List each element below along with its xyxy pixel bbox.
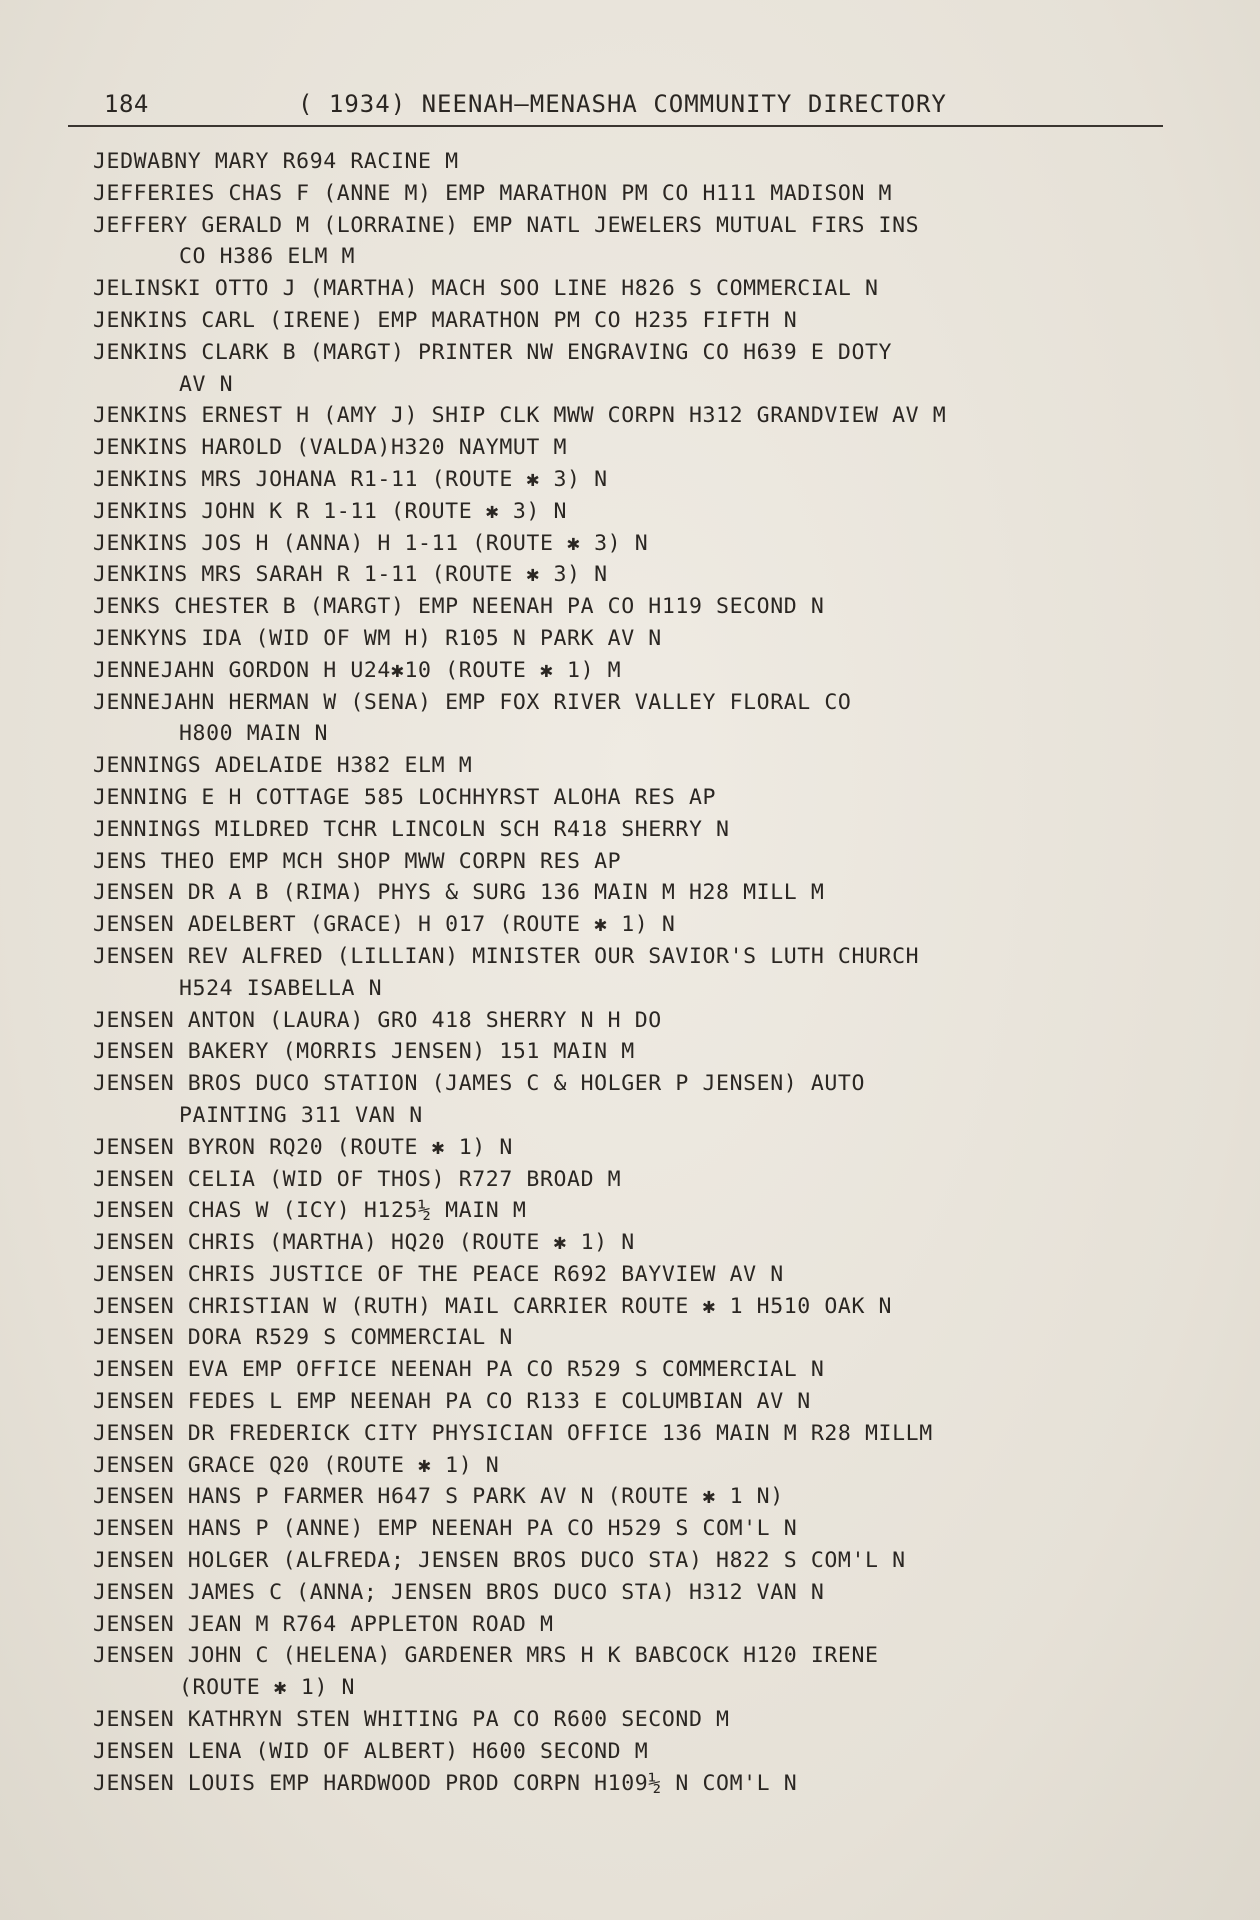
directory-entry: JENSEN BROS DUCO STATION (JAMES C & HOLGER P JENSEN) AUTO PAINTING 311 VAN N [93, 1071, 866, 1128]
directory-entry: JENNEJAHN GORDON H U24✱10 (ROUTE ✱ 1) M [93, 657, 622, 683]
directory-entry-list [93, 146, 1173, 1799]
page-header [68, 86, 1163, 126]
directory-entry: JENSEN CHRIS JUSTICE OF THE PEACE R692 BAYVIEW AV N [93, 1261, 784, 1287]
directory-entry: JENKINS JOHN K R 1-11 (ROUTE ✱ 3) N [93, 498, 568, 524]
directory-entry: JENKS CHESTER B (MARGT) EMP NEENAH PA CO H119 SECOND N [93, 594, 825, 620]
directory-entry: JENNINGS MILDRED TCHR LINCOLN SCH R418 SHERRY N [93, 816, 730, 842]
directory-entry: JENNINGS ADELAIDE H382 ELM M [93, 753, 473, 779]
directory-entry: JENSEN JEAN M R764 APPLETON ROAD M [93, 1611, 554, 1637]
directory-entry: JENSEN CHRIS (MARTHA) HQ20 (ROUTE ✱ 1) N [93, 1230, 635, 1256]
directory-entry: JENKINS CARL (IRENE) EMP MARATHON PM CO H235 FIFTH N [93, 307, 798, 333]
directory-entry: JEDWABNY MARY R694 RACINE M [93, 149, 459, 174]
directory-entry: JENSEN BAKERY (MORRIS JENSEN) 151 MAIN M [93, 1039, 635, 1065]
directory-entry: JENSEN DR A B (RIMA) PHYS & SURG 136 MAIN M H28 MILL M [93, 880, 825, 906]
running-title: ( 1934) NEENAH—MENASHA COMMUNITY DIRECTORY [298, 90, 947, 118]
directory-entry: JENKINS MRS JOHANA R1-11 (ROUTE ✱ 3) N [93, 466, 608, 492]
directory-entry: JENKINS HAROLD (VALDA)H320 NAYMUT M [93, 435, 568, 461]
directory-entry: JENSEN ANTON (LAURA) GRO 418 SHERRY N H DO [93, 1007, 662, 1033]
directory-entry: JENSEN KATHRYN STEN WHITING PA CO R600 SECOND M [93, 1707, 730, 1733]
directory-entry: JENSEN HANS P (ANNE) EMP NEENAH PA CO H529 S COM'L N [93, 1516, 798, 1542]
directory-entry: JENKINS CLARK B (MARGT) PRINTER NW ENGRAVING CO H639 E DOTY AV N [93, 339, 893, 397]
directory-entry: JENSEN LENA (WID OF ALBERT) H600 SECOND M [93, 1738, 649, 1764]
directory-entry: JENSEN ADELBERT (GRACE) H 017 (ROUTE ✱ 1) N [93, 912, 676, 938]
directory-entry: JENSEN FEDES L EMP NEENAH PA CO R133 E COLUMBIAN AV N [93, 1389, 811, 1415]
directory-entry: JEFFERY GERALD M (LORRAINE) EMP NATL JEWELERS MUTUAL FIRS INS CO H386 ELM M [93, 212, 920, 270]
directory-entry: JENSEN CELIA (WID OF THOS) R727 BROAD M [93, 1166, 622, 1192]
directory-entry: JENSEN EVA EMP OFFICE NEENAH PA CO R529 S COMMERCIAL N [93, 1357, 825, 1383]
directory-entry: JENKINS MRS SARAH R 1-11 (ROUTE ✱ 3) N [93, 562, 608, 588]
directory-entry: JEFFERIES CHAS F (ANNE M) EMP MARATHON PM CO H111 MADISON M [93, 180, 893, 206]
directory-entry: JENSEN HOLGER (ALFREDA; JENSEN BROS DUCO STA) H822 S COM'L N [93, 1548, 906, 1574]
directory-entry: JENSEN LOUIS EMP HARDWOOD PROD CORPN H109½ N COM'L N [93, 1770, 798, 1796]
directory-entry: JENKINS ERNEST H (AMY J) SHIP CLK MWW CORPN H312 GRANDVIEW AV M [93, 403, 947, 429]
directory-entry: JENSEN JOHN C (HELENA) GARDENER MRS H K BABCOCK H120 IRENE (ROUTE ✱ 1) N [93, 1643, 879, 1701]
directory-entry: JENNING E H COTTAGE 585 LOCHHYRST ALOHA RES AP [93, 784, 717, 810]
directory-entry: JENSEN DORA R529 S COMMERCIAL N [93, 1325, 513, 1351]
directory-entry: JENNEJAHN HERMAN W (SENA) EMP FOX RIVER VALLEY FLORAL CO H800 MAIN N [93, 689, 852, 747]
directory-entry: JENS THEO EMP MCH SHOP MWW CORPN RES AP [93, 848, 622, 874]
directory-entry: JENSEN JAMES C (ANNA; JENSEN BROS DUCO STA) H312 VAN N [93, 1579, 825, 1605]
directory-entry: JENSEN CHRISTIAN W (RUTH) MAIL CARRIER ROUTE ✱ 1 H510 OAK N [93, 1293, 893, 1319]
header-rule [68, 125, 1163, 127]
directory-entry: JENSEN HANS P FARMER H647 S PARK AV N (ROUTE ✱ 1 N) [93, 1484, 784, 1510]
page-number: 184 [104, 90, 149, 118]
directory-entry: JENSEN DR FREDERICK CITY PHYSICIAN OFFICE 136 MAIN M R28 MILLM [93, 1420, 933, 1446]
directory-entry: JENSEN GRACE Q20 (ROUTE ✱ 1) N [93, 1452, 500, 1478]
directory-entry: JENSEN CHAS W (ICY) H125½ MAIN M [93, 1198, 527, 1224]
directory-entry: JENSEN REV ALFRED (LILLIAN) MINISTER OUR SAVIOR'S LUTH CHURCH H524 ISABELLA N [93, 943, 920, 1001]
directory-entry: JELINSKI OTTO J (MARTHA) MACH SOO LINE H826 S COMMERCIAL N [93, 276, 879, 302]
directory-entry: JENSEN BYRON RQ20 (ROUTE ✱ 1) N [93, 1134, 513, 1160]
directory-entry: JENKINS JOS H (ANNA) H 1-11 (ROUTE ✱ 3) N [93, 530, 649, 556]
directory-entry: JENKYNS IDA (WID OF WM H) R105 N PARK AV N [93, 625, 662, 651]
